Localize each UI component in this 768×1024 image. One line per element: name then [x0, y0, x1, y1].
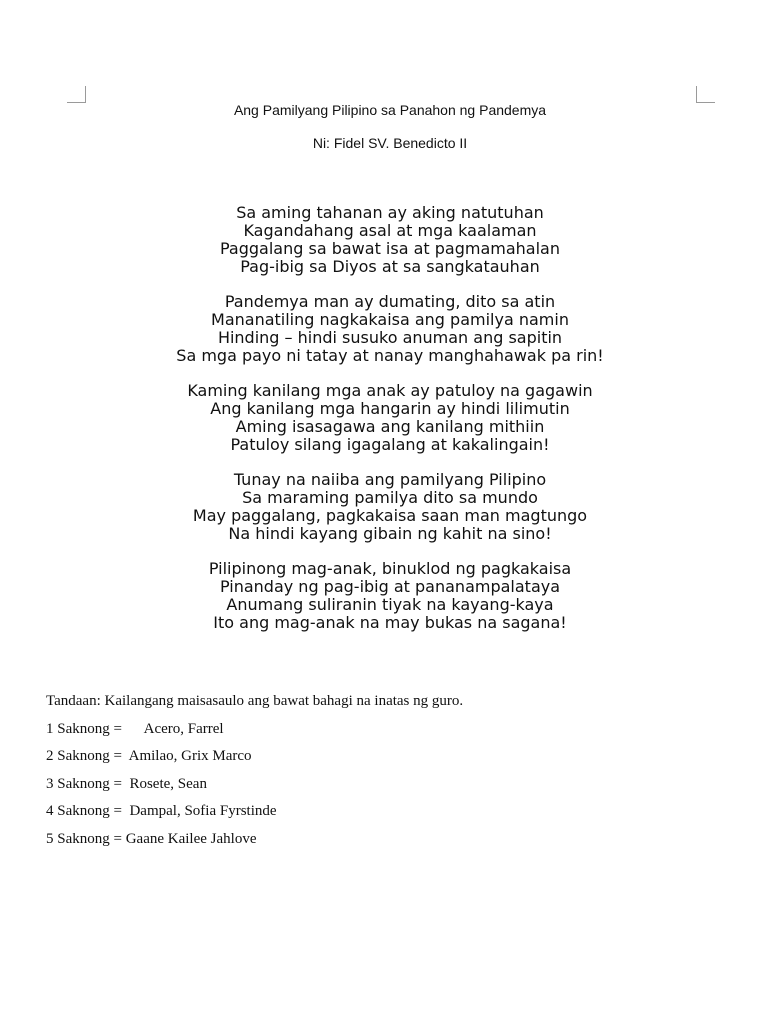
- stanza-line: Sa mga payo ni tatay at nanay manghahawak pa rin!: [176, 346, 604, 365]
- stanza-line: Paggalang sa bawat isa at pagmamahalan: [220, 239, 560, 258]
- stanza-line: Patuloy silang igagalang at kakalingain!: [230, 435, 550, 454]
- margin-corner-mark-right: [696, 86, 715, 103]
- notes-instruction: Tandaan: Kailangang maisasaulo ang bawat bahagi na inatas ng guro.: [46, 693, 464, 709]
- assignment-item: 5 Saknong = Gaane Kailee Jahlove: [46, 830, 257, 847]
- assignment-notes: [46, 691, 463, 856]
- poem-body: [0, 204, 768, 632]
- stanza-4: [0, 471, 768, 543]
- stanza-line: Kagandahang asal at mga kaalaman: [243, 221, 537, 240]
- stanza-1: [0, 204, 768, 276]
- stanza-2: [0, 293, 768, 365]
- stanza-line: Hinding – hindi susuko anuman ang sapitin: [217, 328, 563, 347]
- stanza-line: Sa maraming pamilya dito sa mundo: [242, 488, 538, 507]
- poem-title: Ang Pamilyang Pilipino sa Panahon ng Pandemya: [233, 102, 547, 118]
- assignment-item: 1 Saknong = Acero, Farrel: [46, 720, 224, 737]
- poem-author: Ni: Fidel SV. Benedicto II: [312, 135, 468, 151]
- assignment-item: 2 Saknong = Amilao, Grix Marco: [46, 748, 252, 764]
- stanza-5: [0, 560, 768, 632]
- stanza-line: Anumang suliranin tiyak na kayang-kaya: [226, 595, 554, 614]
- stanza-line: Pandemya man ay dumating, dito sa atin: [224, 292, 556, 311]
- stanza-line: Aming isasagawa ang kanilang mithiin: [235, 417, 545, 436]
- stanza-line: Pilipinong mag-anak, binuklod ng pagkakaisa: [208, 559, 572, 578]
- stanza-line: Tunay na naiiba ang pamilyang Pilipino: [233, 470, 547, 489]
- stanza-line: Kaming kanilang mga anak ay patuloy na gagawin: [187, 381, 593, 400]
- assignment-item: 4 Saknong = Dampal, Sofia Fyrstinde: [46, 803, 277, 819]
- margin-corner-mark-left: [67, 86, 86, 103]
- stanza-line: May paggalang, pagkakaisa saan man magtungo: [192, 506, 588, 525]
- stanza-line: Na hindi kayang gibain ng kahit na sino!: [228, 524, 552, 543]
- stanza-line: Ito ang mag-anak na may bukas na sagana!: [213, 613, 567, 632]
- stanza-line: Ang kanilang mga hangarin ay hindi lilimutin: [210, 399, 570, 418]
- stanza-line: Mananatiling nagkakaisa ang pamilya namin: [211, 310, 569, 329]
- stanza-line: Pag-ibig sa Diyos at sa sangkatauhan: [240, 257, 540, 276]
- stanza-line: Sa aming tahanan ay aking natutuhan: [236, 203, 544, 222]
- stanza-3: [0, 382, 768, 454]
- assignment-item: 3 Saknong = Rosete, Sean: [46, 775, 207, 792]
- stanza-line: Pinanday ng pag-ibig at pananampalataya: [219, 577, 561, 596]
